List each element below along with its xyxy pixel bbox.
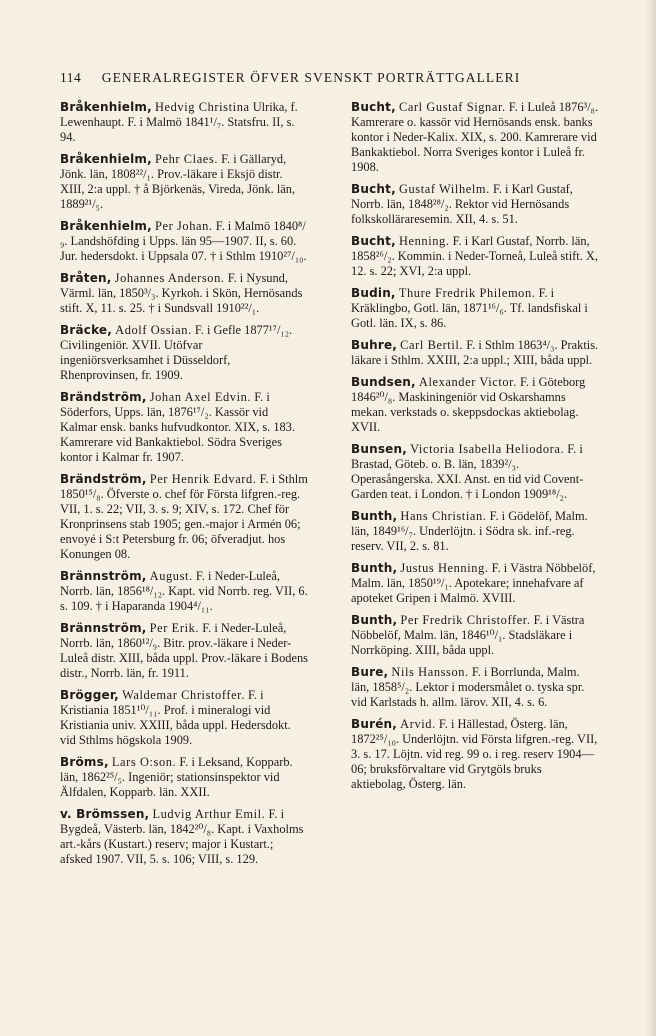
entry-surname: Bråkenhielm, <box>60 152 152 166</box>
entry-given-names: Johannes Anderson. <box>114 271 225 285</box>
entry-given-names: Lars O:son. <box>111 755 177 769</box>
entry-details: F. i Malmö 1840⁸/₉. Landshöfding i Upps. län 95—1907. II, s. 60. Jur. hedersdokt. i Uppsala 07. † i Sthlm 1910²⁷/₁₀. <box>60 219 307 263</box>
entry-surname: Brännström, <box>60 569 147 583</box>
entry-details: F. i Gefle 1877¹⁷/₁₂. Civilingeniör. XVII. Utöfvar ingeniörsverksamhet i Düsseldorf, Rhenprovinsen, fr. 1909. <box>60 323 293 382</box>
entry-surname: Burén, <box>351 717 398 731</box>
entry-surname: Bure, <box>351 665 389 679</box>
entry-surname: v. Brömssen, <box>60 807 150 821</box>
register-entry <box>60 219 308 264</box>
entry-surname: Bunth, <box>351 561 398 575</box>
entry-surname: Bunsen, <box>351 442 408 456</box>
entry-surname: Bråkenhielm, <box>60 219 152 233</box>
entry-details: F. i Leksand, Kopparb. län, 1862²⁵/₅. Ingeniör; stationsinspektor vid Älfdalen, Kopparb. län. XXII. <box>60 755 293 799</box>
entry-surname: Bucht, <box>351 234 396 248</box>
entry-surname: Bråten, <box>60 271 112 285</box>
entry-surname: Buhre, <box>351 338 398 352</box>
entry-surname: Bröms, <box>60 755 109 769</box>
entry-given-names: Ludvig Arthur Emil. <box>152 807 266 821</box>
entry-given-names: Per Johan. <box>154 219 213 233</box>
entry-details: F. i Sthlm 1863⁴/₃. Praktis. läkare i Sthlm. XXIII, 2:a uppl.; XIII, båda uppl. <box>351 338 599 367</box>
entry-details: F. i Neder-Luleå, Norrb. län, 1856¹⁸/₁₂. Kapt. vid Norrb. reg. VII, 6. s. 109. † i Haparanda 1904⁴/₁₁. <box>60 569 308 613</box>
entry-given-names: Victoria Isabella Heliodora. <box>410 442 565 456</box>
entry-given-names: Alexander Victor. <box>418 375 517 389</box>
entry-given-names: August. <box>149 569 193 583</box>
register-entry <box>60 152 308 212</box>
entry-details: F. i Kristiania 1851¹⁰/₁₁. Prof. i mineralogi vid Kristiania univ. XXIII, båda uppl. Hedersdokt. vid Sthlms högskola 1909. <box>60 688 291 747</box>
register-entry <box>351 442 599 502</box>
register-entry <box>351 100 599 175</box>
register-entry <box>60 100 308 145</box>
register-entry <box>351 561 599 606</box>
entry-details: F. i Brastad, Göteb. o. B. län, 1839²/₃. Operasångerska. XXI. Anst. en tid vid Covent-Garden teat. i London. † i London 1909¹⁸/₂. <box>351 442 584 501</box>
register-entry <box>351 338 599 368</box>
register-entry <box>351 182 599 227</box>
entry-given-names: Justus Henning. <box>400 561 489 575</box>
entry-details: F. i Sthlm 1850¹⁵/₈. Öfverste o. chef för Första lifgren.-reg. VII, 1. s. 22; VII, 3. s. 9; XIV, s. 172. Chef för Kronprinsens stab 1905; gen.-major i Armén 06; envoyé i S:t Petersburg fr. 06; öfveradjut. hos Konungen 08. <box>60 472 308 561</box>
entry-surname: Bunth, <box>351 509 398 523</box>
entry-given-names: Waldemar Christoffer. <box>122 688 245 702</box>
entry-given-names: Per Erik. <box>149 621 200 635</box>
register-entry <box>351 375 599 435</box>
left-column <box>60 100 308 874</box>
entry-surname: Bräcke, <box>60 323 113 337</box>
register-entry <box>60 390 308 465</box>
entry-given-names: Per Henrik Edvard. <box>149 472 257 486</box>
entry-details: F. i Västra Nöbbelöf, Malm. län, 1846¹⁰/₁. Stadsläkare i Norrköping. XIII, båda uppl. <box>351 613 585 657</box>
entry-details: F. i Nysund, Värml. län, 1850³/₃. Kyrkoh. i Skön, Hernösands stift. X, 11. s. 25. † i Sundsvall 1910²²/₁. <box>60 271 303 315</box>
entry-surname: Bundsen, <box>351 375 416 389</box>
entry-given-names: Arvid. <box>400 717 436 731</box>
entry-details: F. i Gödelöf, Malm. län, 1849¹⁶/₇. Underlöjtn. i Södra sk. inf.-reg. reserv. VII, 2. s. 81. <box>351 509 588 553</box>
entry-surname: Brögger, <box>60 688 119 702</box>
entry-given-names: Gustaf Wilhelm. <box>398 182 490 196</box>
entry-details: F. i Gällaryd, Jönk. län, 1808²²/₁. Prov.-läkare i Eksjö distr. XIII, 2:a uppl. † å Björkenäs, Vireda, Jönk. län, 1889²¹/₅. <box>60 152 296 211</box>
entry-surname: Bunth, <box>351 613 398 627</box>
entry-details: Ulrika, f. Lewenhaupt. F. i Malmö 1841¹/₇. Statsfru. II, s. 94. <box>60 100 298 144</box>
entry-given-names: Pehr Claes. <box>154 152 219 166</box>
register-entry <box>60 755 308 800</box>
register-entry <box>60 271 308 316</box>
entry-surname: Bucht, <box>351 100 396 114</box>
register-entry <box>351 286 599 331</box>
register-entry <box>60 472 308 562</box>
register-entry <box>351 665 599 710</box>
entry-details: F. i Luleå 1876³/₈. Kamrerare o. kassör vid Hernösands ensk. banks kontor i Neder-Kalix. XIX, s. 200. Kamrerare vid Bankaktiebol. Norra Sveriges kontor i Luleå fr. 1908. <box>351 100 599 174</box>
entry-given-names: Adolf Ossian. <box>115 323 192 337</box>
entry-details: F. i Söderfors, Upps. län, 1876¹⁷/₂. Kassör vid Kalmar ensk. banks hufvudkontor. XIX, s. 183. Kamrerare vid Bankaktiebol. Södra Sveriges kontor i Kalmar fr. 1907. <box>60 390 296 464</box>
entry-details: F. i Karl Gustaf, Norrb. län, 1858²⁶/₂. Kommin. i Neder-Torneå, Luleå stift. X, 12. s. 22; XVI, 2:a uppl. <box>351 234 598 278</box>
register-entry <box>60 807 308 867</box>
entry-details: F. i Västra Nöbbelöf, Malm. län, 1850¹⁹/₁. Apotekare; innehafvare af apoteket Gripen i Malmö. XVIII. <box>351 561 596 605</box>
entry-details: F. i Karl Gustaf, Norrb. län, 1848²⁸/₂. Rektor vid Hernösands folkskolläraresemin. XII, 4. s. 51. <box>351 182 573 226</box>
entry-given-names: Hedvig Christina <box>154 100 250 114</box>
entry-details: F. i Kräklingbo, Gotl. län, 1871¹⁶/₆. Tf. landsfiskal i Gotl. län. IX, s. 86. <box>351 286 588 330</box>
entry-surname: Bucht, <box>351 182 396 196</box>
register-entry <box>60 621 308 681</box>
running-header <box>60 70 600 86</box>
entry-given-names: Thure Fredrik Philemon. <box>398 286 536 300</box>
entry-details: F. i Neder-Luleå, Norrb. län, 1860¹²/₉. Bitr. prov.-läkare i Neder-Luleå distr. XIII, båda uppl. Prov.-läkare i Bodens distr., Norrb. län, fr. 1911. <box>60 621 308 680</box>
register-entry <box>60 688 308 748</box>
page-number: 114 <box>60 70 82 85</box>
register-entry <box>351 613 599 658</box>
entry-surname: Brännström, <box>60 621 147 635</box>
register-entry <box>351 509 599 554</box>
entry-details: F. i Hällestad, Österg. län, 1872²⁵/₁₀. Underlöjtn. vid Första lifgren.-reg. VII, 3. s. 17. Löjtn. vid reg. 99 o. i reg. reserv 1904—06; bruksförvaltare vid Grytgöls bruks aktiebolag, Österg. län. <box>351 717 598 791</box>
entry-given-names: Johan Axel Edvin. <box>149 390 252 404</box>
entry-surname: Bråkenhielm, <box>60 100 152 114</box>
entry-given-names: Carl Bertil. <box>400 338 464 352</box>
entry-given-names: Hans Christian. <box>400 509 487 523</box>
entry-details: F. i Göteborg 1846²⁰/₈. Maskiningeniör vid Oskarshamns mekan. verkstads o. skeppsdockas aktiebolag. XVII. <box>351 375 586 434</box>
entry-given-names: Carl Gustaf Signar. <box>398 100 506 114</box>
entry-surname: Brändström, <box>60 390 147 404</box>
entry-surname: Budin, <box>351 286 396 300</box>
entry-details: F. i Bygdeå, Västerb. län, 1842²⁰/₈. Kapt. i Vaxholms art.-kårs (Kustart.) reserv; major i Kustart.; afsked 1907. VII, 5. s. 106; VIII, s. 129. <box>60 807 304 866</box>
entry-given-names: Nils Hansson. <box>391 665 469 679</box>
register-entry <box>60 323 308 383</box>
running-title: GENERALREGISTER ÖFVER SVENSKT PORTRÄTTGALLERI <box>101 70 521 85</box>
entry-surname: Brändström, <box>60 472 147 486</box>
right-column <box>351 100 599 799</box>
register-entry <box>351 234 599 279</box>
page-edge-shadow <box>646 0 656 1036</box>
entry-details: F. i Borrlunda, Malm. län, 1858⁵/₂. Lektor i modersmålet o. tyska spr. vid Karlstads h. allm. lärov. XII, 4. s. 6. <box>351 665 585 709</box>
entry-given-names: Henning. <box>398 234 450 248</box>
entry-given-names: Per Fredrik Christoffer. <box>400 613 531 627</box>
register-entry <box>60 569 308 614</box>
register-entry <box>351 717 599 792</box>
